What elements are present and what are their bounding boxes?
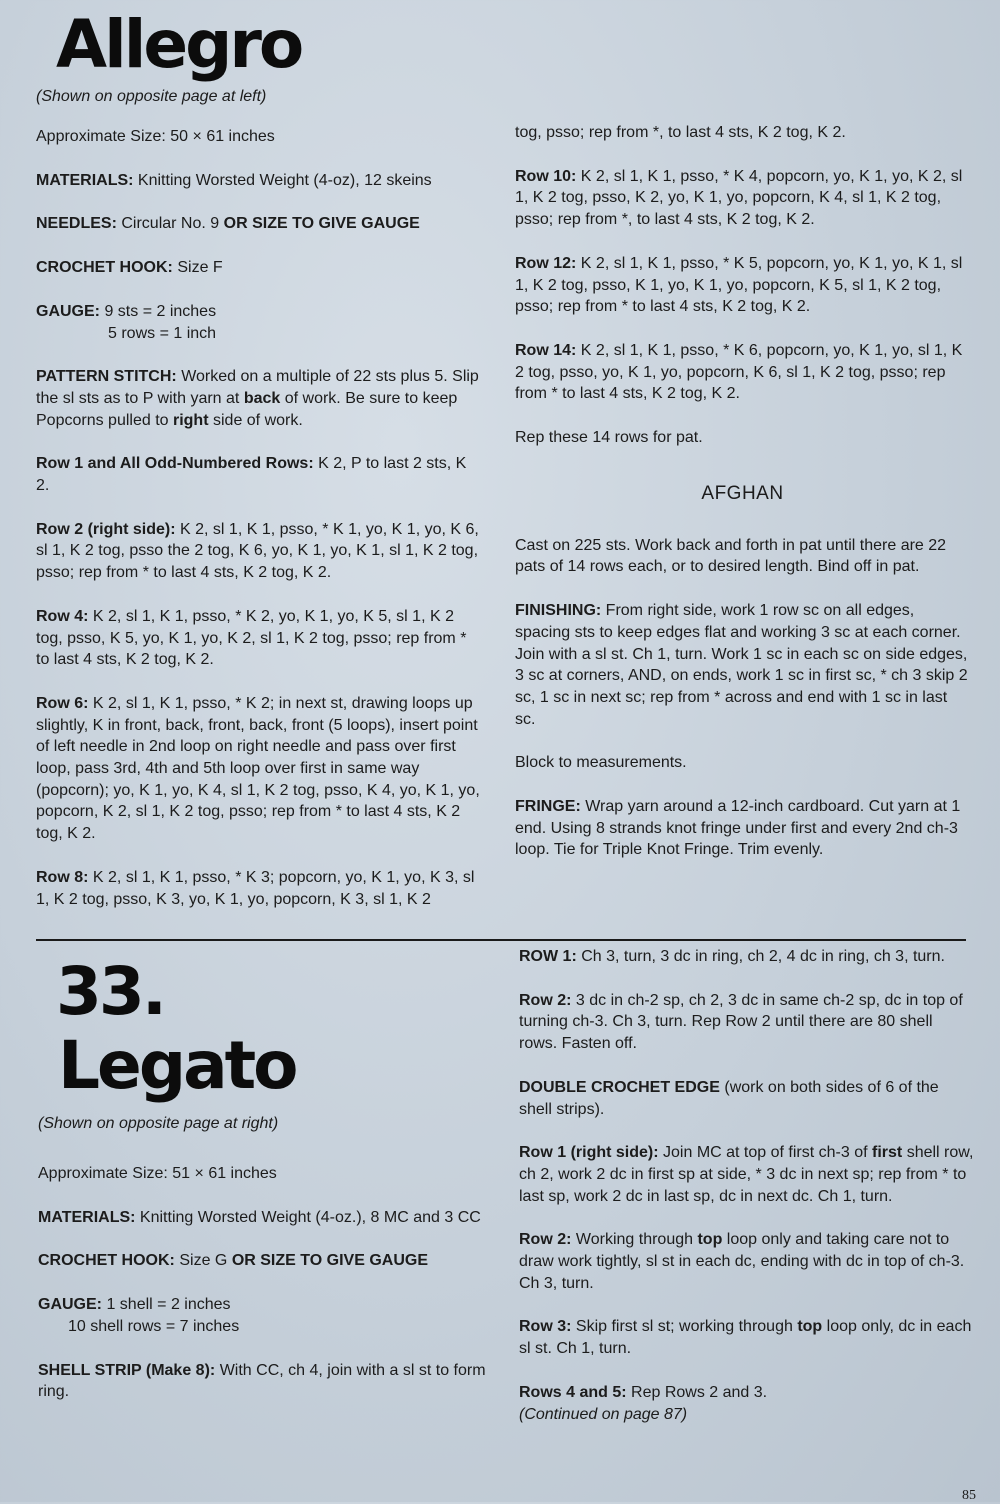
allegro-fringe-text: Wrap yarn around a 12-inch cardboard. Cut yarn at 1 end. Using 8 strands knot fringe under first and every 2nd ch-3 loop. Tie for Triple Knot Fringe. Trim evenly.	[515, 798, 961, 859]
allegro-finishing-text: From right side, work 1 row sc on all edges, spacing sts to keep edges flat and working 3 sc at each corner. Join with a sl st. Ch 1, turn. Work 1 sc in each sc on side edges, 3 sc at corners, AND, on ends, work 1 sc in first sc, * ch 3 skip 2 sc, 1 sc in next sc; rep from * across and end with 1 sc in last sc.	[515, 602, 968, 728]
allegro-hook	[36, 257, 484, 279]
afghan-heading: AFGHAN	[701, 482, 784, 504]
legato-row-2	[519, 990, 974, 1055]
allegro-row-4-label: Row 4:	[36, 607, 89, 625]
allegro-finishing	[515, 600, 970, 730]
legato-edge-rows-4-5-label: Rows 4 and 5:	[519, 1383, 627, 1401]
legato-row-1-label: ROW 1:	[519, 948, 577, 965]
allegro-row-6-text: K 2, sl 1, K 1, psso, * K 2; in next st, drawing loops up slightly, K in front, back, front, back, front (5 loops), insert point of left needle in 2nd loop on right needle and pass over first loop, pass 3rd, 4th and 5th loop over first in same way (popcorn); yo, K 1, yo, K 4, sl 1, K 2 tog, psso, K 4, yo, K 1, yo, popcorn, K 2, sl 1, K 2 tog, psso; rep from * to last 4 sts, K 2 tog, K 2.	[36, 694, 480, 843]
allegro-pattern-text-2: of work. Be sure to keep Popcorns pulled to	[36, 389, 458, 429]
allegro-materials-text: Knitting Worsted Weight (4-oz), 12 skeins	[137, 171, 432, 189]
legato-gauge	[38, 1294, 488, 1337]
legato-edge-row-1-bold: first	[872, 1144, 903, 1162]
allegro-needles-text: Circular No. 9	[121, 215, 220, 233]
allegro-row-2	[36, 519, 484, 584]
allegro-hook-label: CROCHET HOOK:	[36, 259, 173, 277]
legato-shell-text: With CC, ch 4, join with a sl st to form ring.	[38, 1361, 486, 1401]
legato-edge-row-1-text-1: Join MC at top of first ch-3 of	[663, 1144, 868, 1162]
afghan-text: Cast on 225 sts. Work back and forth in pat until there are 22 pats of 14 rows each, or to desired length. Bind off in pat.	[515, 536, 947, 576]
allegro-materials	[36, 170, 484, 192]
legato-edge-row-2-label: Row 2:	[519, 1231, 572, 1249]
allegro-row-10-label: Row 10:	[515, 167, 577, 185]
legato-row-2-label: Row 2:	[519, 991, 572, 1009]
allegro-row-6	[36, 693, 484, 845]
allegro-pattern-stitch	[36, 366, 484, 431]
allegro-row-1	[36, 453, 484, 496]
allegro-row-12	[515, 253, 970, 318]
allegro-row-4	[36, 606, 484, 671]
allegro-row-12-text: K 2, sl 1, K 1, psso, * K 5, popcorn, yo, K 1, yo, K 1, sl 1, K 2 tog, psso, K 1, yo, K 1, yo, popcorn, K 5, sl 1, K 2 tog, psso; rep from * to last 4 sts, K 2 tog, K 2.	[515, 254, 963, 316]
legato-continued-note: (Continued on page 87)	[519, 1405, 688, 1423]
allegro-row-6-label: Row 6:	[36, 694, 89, 712]
allegro-row-8-continued: tog, psso; rep from *, to last 4 sts, K 2 tog, K 2.	[515, 124, 846, 141]
allegro-row-1-text: K 2, P to last 2 sts, K 2.	[36, 455, 467, 495]
allegro-row-2-label: Row 2 (right side):	[36, 520, 176, 538]
legato-hook-label: CROCHET HOOK:	[38, 1252, 175, 1270]
allegro-row-8	[36, 867, 484, 910]
legato-number: 33.	[56, 953, 164, 1030]
legato-materials-text: Knitting Worsted Weight (4-oz.), 8 MC and 3 CC	[139, 1208, 481, 1226]
allegro-row-4-text: K 2, sl 1, K 1, psso, * K 2, yo, K 1, yo, K 5, sl 1, K 2 tog, psso, K 5, yo, K 1, yo, K 2, sl 1, K 2 tog, psso; rep from * to last 4 sts, K 2 tog, K 2.	[36, 607, 467, 669]
allegro-repeat: Rep these 14 rows for pat.	[515, 429, 703, 447]
legato-hook-text: Size G	[179, 1252, 228, 1270]
legato-dc-edge-label: DOUBLE CROCHET EDGE	[519, 1078, 720, 1096]
legato-edge-rows-4-5	[519, 1382, 974, 1425]
allegro-row-8-label: Row 8:	[36, 868, 89, 886]
legato-edge-row-3-label: Row 3:	[519, 1318, 572, 1336]
page-number: 85	[962, 1488, 976, 1503]
legato-row-1	[519, 946, 974, 968]
allegro-row-10	[515, 166, 970, 231]
allegro-pattern-label: PATTERN STITCH:	[36, 368, 177, 386]
legato-dc-edge-text: (work on both sides of 6 of the shell strips).	[519, 1078, 939, 1118]
legato-edge-row-2-bold: top	[697, 1231, 723, 1249]
allegro-needles-bold: OR SIZE TO GIVE GAUGE	[223, 215, 420, 233]
allegro-pattern-text-1: Worked on a multiple of 22 sts plus 5. Slip the sl sts as to P with yarn at	[36, 368, 479, 407]
allegro-fringe	[515, 796, 970, 861]
legato-left-column	[38, 955, 488, 1403]
legato-edge-row-2-text-1: Working through	[575, 1231, 694, 1249]
legato-right-column	[519, 946, 974, 1425]
legato-edge-row-3-bold: top	[797, 1318, 823, 1336]
legato-edge-row-3-text-2: loop only, dc in each sl st. Ch 1, turn.	[519, 1318, 972, 1358]
allegro-row-14-label: Row 14:	[515, 341, 577, 359]
legato-gauge-label: GAUGE:	[38, 1296, 102, 1314]
legato-shell-label: SHELL STRIP (Make 8):	[38, 1361, 216, 1379]
allegro-pattern-bold-1: back	[243, 389, 281, 407]
allegro-left-column	[36, 8, 484, 910]
allegro-finishing-label: FINISHING:	[515, 602, 602, 620]
allegro-shown-note: (Shown on opposite page at left)	[36, 88, 267, 105]
allegro-pattern-text-3: side of work.	[212, 411, 303, 429]
legato-hook-bold: OR SIZE TO GIVE GAUGE	[231, 1252, 428, 1270]
allegro-gauge-label: GAUGE:	[36, 302, 100, 320]
legato-gauge-1: 1 shell = 2 inches	[106, 1296, 231, 1314]
allegro-row-8-text: K 2, sl 1, K 1, psso, * K 3; popcorn, yo, K 1, yo, K 3, sl 1, K 2 tog, psso, K 3, yo, K 1, yo, popcorn, K 3, sl 1, K 2	[36, 868, 475, 908]
legato-shell-strip	[38, 1360, 488, 1403]
legato-edge-row-3-text-1: Skip first sl st; working through	[575, 1318, 793, 1336]
allegro-size: Approximate Size: 50 × 61 inches	[36, 128, 275, 145]
legato-edge-row-1	[519, 1142, 974, 1207]
allegro-gauge-1: 9 sts = 2 inches	[104, 302, 217, 320]
allegro-row-2-text: K 2, sl 1, K 1, psso, * K 1, yo, K 1, yo, K 6, sl 1, K 2 tog, psso the 2 tog, K 6, yo, K 1, yo, K 1, sl 1, K 2 tog, psso; rep from * to last 4 sts, K 2 tog, K 2.	[36, 520, 479, 582]
allegro-gauge	[36, 301, 484, 344]
legato-dc-edge	[519, 1077, 974, 1120]
allegro-row-10-text: K 2, sl 1, K 1, psso, * K 4, popcorn, yo, K 1, yo, K 2, sl 1, K 2 tog, psso, K 2, yo, K 1, yo, popcorn, K 4, sl 1, K 2 tog, psso; rep from *, to last 4 sts, K 2 tog, K 2.	[515, 167, 963, 229]
allegro-block: Block to measurements.	[515, 754, 687, 772]
allegro-needles-label: NEEDLES:	[36, 215, 117, 233]
legato-edge-row-3	[519, 1316, 974, 1359]
legato-title: Legato	[58, 1027, 296, 1104]
legato-edge-rows-4-5-text: Rep Rows 2 and 3.	[631, 1383, 768, 1401]
allegro-materials-label: MATERIALS:	[36, 171, 134, 189]
legato-row-1-text: Ch 3, turn, 3 dc in ring, ch 2, 4 dc in ring, ch 3, turn.	[581, 948, 945, 965]
allegro-row-1-label: Row 1 and All Odd-Numbered Rows:	[36, 455, 314, 473]
legato-edge-row-1-text-2: shell row, ch 2, work 2 dc in first sp at side, * 3 dc in next sp; rep from * to last sp, work 2 dc in last sp, dc in next dc. Ch 1, turn.	[519, 1144, 974, 1205]
legato-materials	[38, 1207, 488, 1229]
legato-edge-row-2-text-2: loop only and taking care not to draw work tightly, sl st in each dc, ending with dc in top of ch-3. Ch 3, turn.	[519, 1231, 965, 1292]
allegro-hook-text: Size F	[177, 259, 223, 277]
legato-gauge-2: 10 shell rows = 7 inches	[68, 1317, 240, 1335]
legato-shown-note: (Shown on opposite page at right)	[38, 1115, 279, 1132]
legato-row-2-text: 3 dc in ch-2 sp, ch 2, 3 dc in same ch-2 sp, dc in top of turning ch-3. Ch 3, turn. Rep Row 2 until there are 80 shell rows. Fasten off.	[519, 991, 963, 1053]
allegro-gauge-2: 5 rows = 1 inch	[108, 324, 217, 342]
allegro-fringe-label: FRINGE:	[515, 798, 581, 816]
allegro-pattern-bold-2: right	[172, 411, 209, 429]
legato-size: Approximate Size: 51 × 61 inches	[38, 1165, 277, 1182]
legato-hook	[38, 1250, 488, 1272]
allegro-right-column	[515, 122, 970, 861]
allegro-row-12-label: Row 12:	[515, 254, 577, 272]
allegro-row-14-text: K 2, sl 1, K 1, psso, * K 6, popcorn, yo, K 1, yo, sl 1, K 2 tog, psso, yo, K 1, yo, popcorn, K 6, sl 1, K 2 tog, psso; rep from * to last 4 sts, K 2 tog, K 2.	[515, 341, 963, 403]
legato-edge-row-1-label: Row 1 (right side):	[519, 1144, 659, 1162]
legato-edge-row-2	[519, 1229, 974, 1294]
section-divider	[36, 939, 966, 941]
allegro-row-14	[515, 340, 970, 405]
legato-materials-label: MATERIALS:	[38, 1208, 136, 1226]
allegro-title: Allegro	[56, 6, 302, 83]
allegro-needles	[36, 213, 484, 235]
